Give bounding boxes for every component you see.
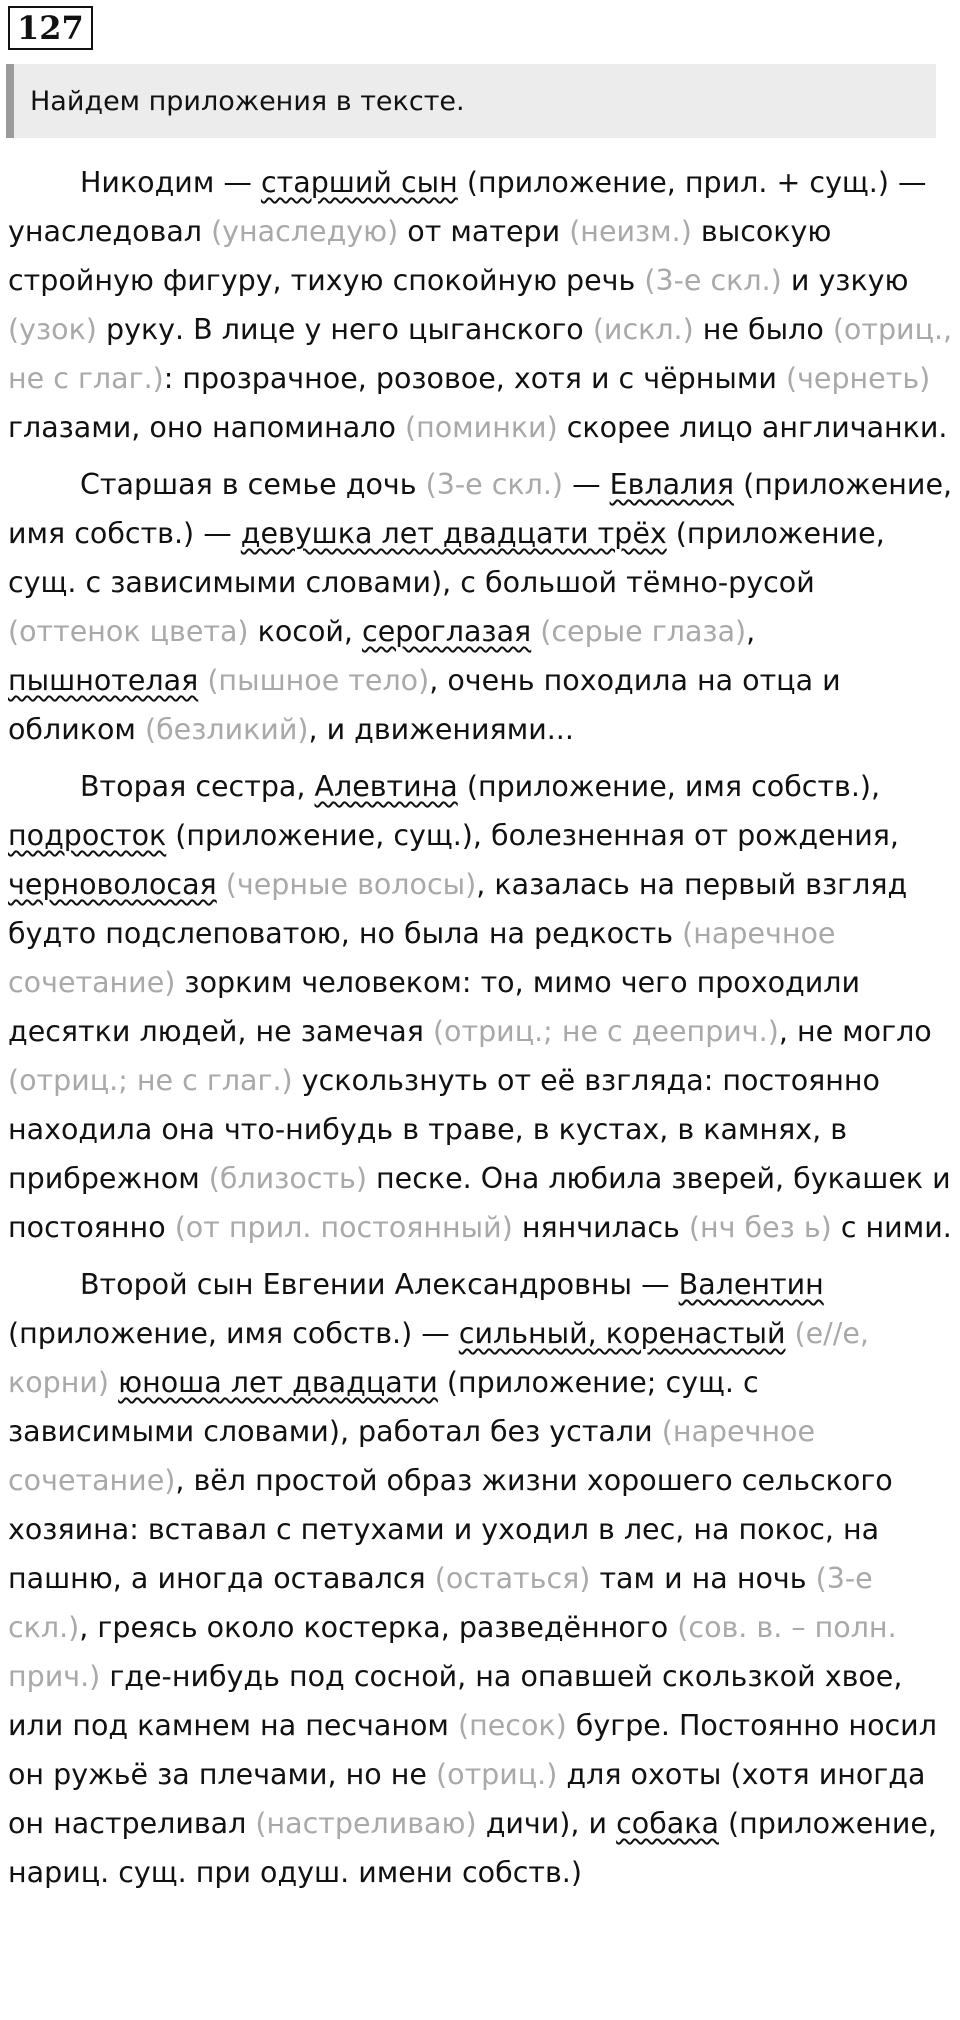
text-segment: где-нибудь под сосной, на опавшей скользкой хвое, или под камнем на песчаном xyxy=(8,1660,903,1742)
text-segment: нянчилась xyxy=(512,1211,689,1244)
grey-note: (отриц., не с глаг.) xyxy=(8,313,953,395)
text-segment: Второй сын Евгении Александровны — xyxy=(80,1268,679,1301)
appositive-underline: старший сын xyxy=(260,166,458,199)
text-segment: (приложение; сущ. с зависимыми словами), работал без устали xyxy=(8,1366,759,1448)
text-segment xyxy=(531,615,540,648)
grey-note: (отриц.; не с глаг.) xyxy=(8,1064,293,1097)
text-segment: там и на ночь xyxy=(590,1562,816,1595)
text-segment: руку. В лице у него цыганского xyxy=(96,313,593,346)
appositive-underline: Евлалия xyxy=(609,468,735,501)
text-segment xyxy=(785,1317,794,1350)
appositive-underline: девушка лет двадцати трёх xyxy=(240,517,667,550)
text-segment: для охоты (хотя иногда он настреливал xyxy=(8,1758,926,1840)
text-segment: : прозрачное, розовое, хотя и с чёрными xyxy=(163,362,786,395)
grey-note: (узок) xyxy=(8,313,97,346)
text-segment: , не могло xyxy=(778,1015,932,1048)
text-segment: , очень походила на отца и обликом xyxy=(8,664,841,746)
grey-note: (отриц.; не с дееприч.) xyxy=(432,1015,779,1048)
grey-note: (настреливаю) xyxy=(255,1807,477,1840)
grey-note: (3-е скл.) xyxy=(8,1562,873,1644)
grey-note: (3-е скл.) xyxy=(425,468,564,501)
grey-note: (чернеть) xyxy=(785,362,931,395)
paragraph-4 xyxy=(8,1260,953,1897)
text-segment: , xyxy=(746,615,756,648)
grey-note: (песок) xyxy=(458,1709,567,1742)
grey-note: (искл.) xyxy=(592,313,694,346)
answer-text xyxy=(8,158,953,1905)
appositive-underline: сероглазая xyxy=(362,615,532,648)
text-segment: глазами, оно напоминало xyxy=(8,411,405,444)
appositive-underline: Валентин xyxy=(678,1268,824,1301)
appositive-underline: подросток xyxy=(8,819,167,852)
text-segment: , греясь около костерка, разведённого xyxy=(79,1611,678,1644)
text-segment: от матери xyxy=(398,215,570,248)
text-segment: дичи), и xyxy=(476,1807,617,1840)
text-segment: ускользнуть от её взгляда: постоянно находила она что-нибудь в траве, в кустах, в камнях, в прибрежном xyxy=(8,1064,880,1195)
appositive-underline: Алевтина xyxy=(314,770,458,803)
grey-note: (безликий) xyxy=(144,713,309,746)
grey-note: (от прил. постоянный) xyxy=(174,1211,513,1244)
grey-note: (нч без ь) xyxy=(688,1211,832,1244)
text-segment: скорее лицо англичанки. xyxy=(557,411,948,444)
text-segment: зорким человеком: то, мимо чего проходили десятки людей, не замечая xyxy=(8,966,861,1048)
grey-note: (серые глаза) xyxy=(540,615,747,648)
text-segment: не было xyxy=(693,313,833,346)
grey-note: (е//е, корни) xyxy=(8,1317,869,1399)
grey-note: (черные волосы) xyxy=(225,868,477,901)
appositive-underline: собака xyxy=(616,1807,719,1840)
grey-note: (наречное сочетание) xyxy=(8,1415,815,1497)
text-segment: и узкую xyxy=(781,264,909,297)
paragraph-1 xyxy=(8,158,953,452)
text-segment: (приложение, имя собств.), xyxy=(457,770,881,803)
grey-note: (близость) xyxy=(208,1162,367,1195)
text-segment xyxy=(217,868,226,901)
paragraph-3 xyxy=(8,762,953,1252)
paragraph-2 xyxy=(8,460,953,754)
text-segment: песке. Она любила зверей, букашек и постоянно xyxy=(8,1162,951,1244)
appositive-underline: пышнотелая xyxy=(8,664,199,697)
text-segment: Никодим — xyxy=(80,166,261,199)
appositive-underline: сильный, коренастый xyxy=(458,1317,786,1350)
header-bar xyxy=(6,64,936,138)
grey-note: (неизм.) xyxy=(569,215,692,248)
appositive-underline: юноша лет двадцати xyxy=(118,1366,438,1399)
text-segment: , вёл простой образ жизни хорошего сельского хозяина: вставал с петухами и уходил в лес, на покос, на пашню, а иногда оставался xyxy=(8,1464,893,1595)
grey-note: (3-е скл.) xyxy=(644,264,782,297)
text-segment: высокую стройную фигуру, тихую спокойную речь xyxy=(8,215,832,297)
task-number: 127 xyxy=(8,6,93,50)
text-segment: (приложение, прил. + сущ.) — унаследовал xyxy=(8,166,927,248)
grey-note: (унаследую) xyxy=(211,215,399,248)
text-segment: Вторая сестра, xyxy=(80,770,315,803)
text-segment: (приложение, имя собств.) — xyxy=(8,1317,459,1350)
text-segment: (приложение, сущ.), болезненная от рождения, xyxy=(166,819,899,852)
grey-note: (поминки) xyxy=(404,411,558,444)
text-segment: с ними. xyxy=(831,1211,952,1244)
grey-note: (сов. в. – полн. прич.) xyxy=(8,1611,897,1693)
text-segment: (приложение, имя собств.) — xyxy=(8,468,953,550)
text-segment: , и движениями... xyxy=(308,713,574,746)
text-segment: бугре. Постоянно носил он ружьё за плечами, но не xyxy=(8,1709,937,1791)
grey-note: (остаться) xyxy=(434,1562,591,1595)
grey-note: (наречное сочетание) xyxy=(8,917,836,999)
header-text: Найдем приложения в тексте. xyxy=(30,85,465,117)
text-segment: , казалась на первый взгляд будто подслеповатою, но была на редкость xyxy=(8,868,908,950)
text-segment: — xyxy=(563,468,610,501)
grey-note: (пышное тело) xyxy=(207,664,430,697)
text-segment xyxy=(109,1366,118,1399)
text-segment: косой, xyxy=(248,615,363,648)
text-segment: (приложение, нариц. сущ. при одуш. имени собств.) xyxy=(8,1807,937,1889)
text-segment: (приложение, сущ. с зависимыми словами), с большой тёмно-русой xyxy=(8,517,885,599)
grey-note: (оттенок цвета) xyxy=(8,615,249,648)
text-segment xyxy=(198,664,207,697)
text-segment: Старшая в семье дочь xyxy=(80,468,426,501)
grey-note: (отриц.) xyxy=(436,1758,558,1791)
appositive-underline: черноволосая xyxy=(8,868,217,901)
